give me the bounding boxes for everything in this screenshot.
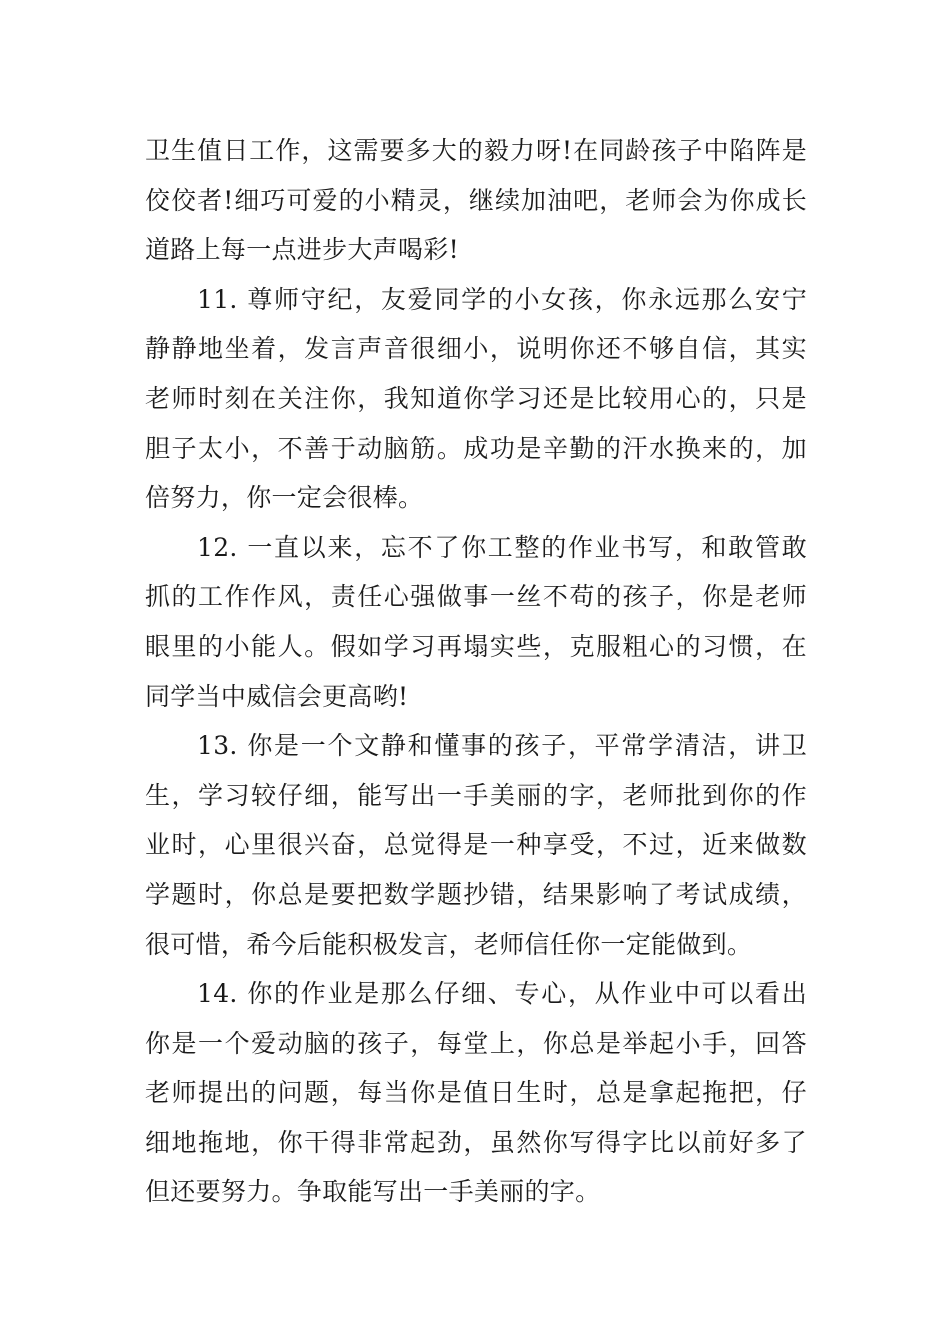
paragraph-10-continuation: [145, 126, 807, 275]
text-line: 业时，心里很兴奋，总觉得是一种享受，不过，近来做数: [145, 830, 807, 860]
paragraph-11: [145, 275, 807, 523]
text-line: 学题时，你总是要把数学题抄错，结果影响了考试成绩，: [145, 879, 807, 909]
text-line: 13. 你是一个文静和懂事的孩子，平常学清洁，讲卫: [197, 731, 807, 761]
text-line: 眼里的小能人。假如学习再塌实些，克服粗心的习惯，在: [145, 631, 807, 661]
text-line: 同学当中威信会更高哟!: [145, 681, 409, 711]
text-line: 细地拖地，你干得非常起劲，虽然你写得字比以前好多了: [145, 1127, 807, 1157]
text-line: 卫生值日工作，这需要多大的毅力呀!在同龄孩子中陷阵是: [145, 136, 807, 165]
text-line: 11. 尊师守纪，友爱同学的小女孩，你永远那么安宁: [197, 284, 807, 314]
text-line: 抓的工作作风，责任心强做事一丝不苟的孩子，你是老师: [145, 582, 807, 612]
text-line: 12. 一直以来，忘不了你工整的作业书写，和敢管敢: [197, 532, 807, 562]
text-line: 你是一个爱动脑的孩子，每堂上，你总是举起小手，回答: [145, 1028, 807, 1058]
text-line: 生，学习较仔细，能写出一手美丽的字，老师批到你的作: [145, 780, 807, 810]
text-line: 很可惜，希今后能积极发言，老师信任你一定能做到。: [145, 929, 753, 959]
text-line: 静静地坐着，发言声音很细小，说明你还不够自信，其实: [145, 334, 807, 364]
text-line: 老师提出的问题，每当你是值日生时，总是拿起拖把，仔: [145, 1078, 807, 1108]
paragraph-14: [145, 969, 807, 1217]
text-line: 14. 你的作业是那么仔细、专心，从作业中可以看出: [197, 979, 807, 1009]
text-line: 胆子太小，不善于动脑筋。成功是辛勤的汗水换来的，加: [145, 433, 807, 463]
text-line: 道路上每一点进步大声喝彩!: [145, 235, 459, 265]
text-line: 但还要努力。争取能写出一手美丽的字。: [145, 1177, 601, 1207]
paragraph-12: [145, 523, 807, 721]
paragraph-13: [145, 721, 807, 969]
text-line: 佼佼者!细巧可爱的小精灵，继续加油吧，老师会为你成长: [145, 185, 807, 215]
document-body: [145, 126, 807, 1217]
text-line: 老师时刻在关注你，我知道你学习还是比较用心的，只是: [145, 383, 807, 413]
text-line: 倍努力，你一定会很棒。: [145, 483, 424, 513]
